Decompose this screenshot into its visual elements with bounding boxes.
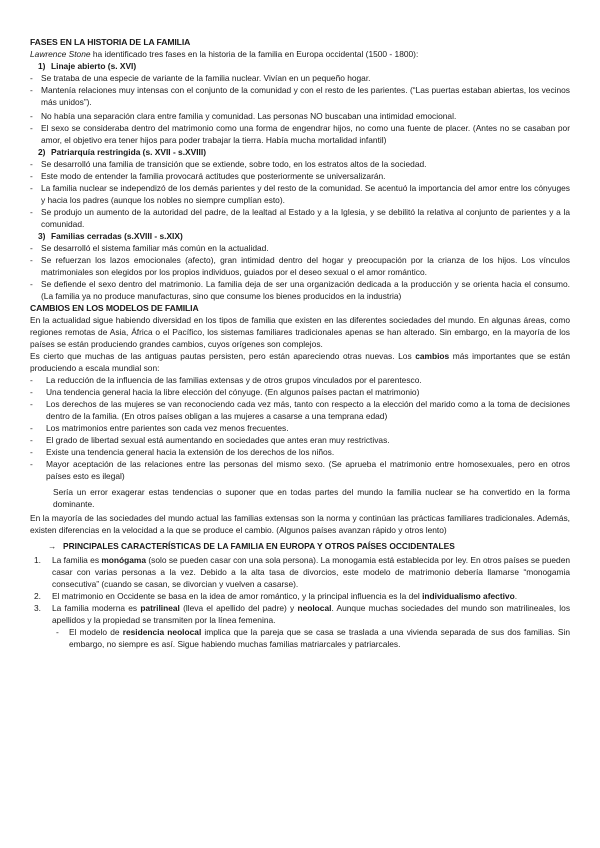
bullet-mark: -: [30, 243, 33, 253]
phase1-title: Linaje abierto (s. XVI): [51, 61, 137, 71]
item-number: 1.: [34, 555, 41, 565]
bold-term: patrilineal: [140, 603, 180, 613]
text-run: implica que la pareja que se casa se traslada a una vivienda separada de sus dos familias. Sin embargo, no siempre es así. Sigue habiendo muchas familias matriarcales y patriarcales.: [69, 627, 570, 649]
bullet-mark: -: [30, 123, 33, 133]
phase2-number: 2): [38, 147, 46, 157]
bullet-mark: -: [56, 627, 59, 637]
cambios-quote: Sería un error exagerar estas tendencias o suponer que en todas partes del mundo la familia nuclear se ha convertido en la forma dominante.: [53, 487, 570, 509]
bold-term: residencia neolocal: [122, 627, 202, 637]
list-item-text: Una tendencia general hacia la libre elección del cónyuge. (En algunos países pactan el matrimonio): [46, 387, 420, 397]
bullet-mark: -: [30, 73, 33, 83]
cambios-paragraph-2: [30, 350, 570, 374]
list-item-text: El grado de libertad sexual está aumentando en sociedades que antes eran muy restrictivas.: [46, 435, 390, 445]
list-item-text: Se trataba de una especie de variante de la familia nuclear. Vivían en un pequeño hogar.: [41, 73, 371, 83]
list-item-text: Se desarrolló el sistema familiar más común en la actualidad.: [41, 243, 269, 253]
list-item: [30, 398, 570, 422]
phase2-heading: [30, 146, 570, 158]
list-item: [30, 122, 570, 146]
list-item-text: La familia nuclear se independizó de los demás parientes y del resto de la comunidad. Se acentuó la importancia del amor entre los cónyuges y hacia los padres (aunque los nobles no siempre cumplían esto).: [41, 183, 570, 205]
list-item: [30, 254, 570, 278]
item-number: 3.: [34, 603, 41, 613]
numbered-item: [30, 554, 570, 590]
list-item: [30, 278, 570, 302]
cambios-paragraph-3: En la mayoría de las sociedades del mundo actual las familias extensas son la norma y continúan las prácticas familiares tradicionales. Además, existen diferencias en la velocidad a la que se produce el cambio. (Algunos países avanzan rápido y otros lento): [30, 513, 570, 535]
bullet-mark: -: [30, 171, 33, 181]
list-item-text: La reducción de la influencia de las familias extensas y de otros grupos vinculados por el parentesco.: [46, 375, 422, 385]
numbered-item: [30, 602, 570, 626]
list-item: [30, 110, 570, 122]
list-item-text: Se refuerzan los lazos emocionales (afecto), gran intimidad dentro del hogar y preocupación por la crianza de los hijos. Los vínculos matrimoniales son elegidos por los propios individuos, guiados por el deseo sexual o el amor romántico.: [41, 255, 570, 277]
list-item: [30, 374, 570, 386]
text-run: La familia moderna es: [52, 603, 141, 613]
intro-text: ha identificado tres fases en la historia de la familia en Europa occidental (1500 - 1800):: [90, 49, 419, 59]
list-item-text: El sexo se consideraba dentro del matrimonio como una forma de engendrar hijos, no como una fuente de placer. (Antes no se casaban por amor, el objetivo era tener hijos para poder trabajar la tierra. Había mucha mortalidad infantil): [41, 123, 570, 145]
bullet-mark: -: [30, 85, 33, 95]
list-item: [30, 446, 570, 458]
text-run: (solo se pueden casar con una sola persona). La monogamia está establecida por ley. En otros países se pueden casar con varias personas a la vez. Debido a la alta tasa de divorcios, este modelo de matrimonio debería llamarse “monogamia consecutiva” (cuando se casan, se divorcian y vuelven a casarse).: [52, 555, 571, 589]
list-item: [30, 84, 570, 108]
phase3-heading: [30, 230, 570, 242]
list-item-text: Existe una tendencia general hacia la extensión de los derechos de los niños.: [46, 447, 335, 457]
list-item: [30, 434, 570, 446]
phase1-number: 1): [38, 61, 46, 71]
section-title-cambios: CAMBIOS EN LOS MODELOS DE FAMILIA: [30, 303, 199, 313]
cambios-p2-end: más importantes que se están produciendo a escala mundial son:: [30, 351, 570, 373]
bullet-mark: -: [30, 159, 33, 169]
text-run: (lleva el apellido del padre) y: [179, 603, 298, 613]
list-item-text: Se defiende el sexo dentro del matrimonio. La familia deja de ser una organización dedicada a la producción y se orienta hacia el consumo. (La familia ya no produce manufacturas, sino que consume los bienes producidos en la industria): [41, 279, 570, 301]
list-item: [30, 158, 570, 170]
list-item: [30, 206, 570, 230]
list-item: [30, 386, 570, 398]
bullet-mark: -: [30, 447, 33, 457]
principales-heading: [30, 540, 570, 552]
sub-list-item: [30, 626, 570, 650]
bullet-mark: -: [30, 111, 33, 121]
principales-title: PRINCIPALES CARACTERÍSTICAS DE LA FAMILIA EN EUROPA Y OTROS PAÍSES OCCIDENTALES: [63, 541, 455, 551]
bullet-mark: -: [30, 375, 33, 385]
numbered-item: [30, 590, 570, 602]
bullet-mark: -: [30, 399, 33, 409]
bold-term: individualismo afectivo: [422, 591, 515, 601]
cambios-paragraph-1: En la actualidad sigue habiendo diversidad en los tipos de familia que existen en las diferentes sociedades del mundo. En algunas áreas, como regiones remotas de Asia, África o el Pacífico, los sistemas familiares tradicionales apenas se han alterado. Sin embargo, en la mayoría de los países se están produciendo grandes cambios, cuyos orígenes son complejos.: [30, 315, 570, 349]
cambios-list: [30, 374, 570, 482]
text-run: . Aunque muchas sociedades del mundo son matrilineales, los apellidos y la propiedad se transmiten por la línea femenina.: [52, 603, 571, 625]
bullet-mark: -: [30, 387, 33, 397]
numbered-item-text: [52, 554, 570, 590]
cambios-p2-start: Es cierto que muchas de las antiguas pautas persisten, pero están apareciendo otras nuevas. Los: [30, 351, 416, 361]
list-item: [30, 182, 570, 206]
list-item-text: Los matrimonios entre parientes son cada vez menos frecuentes.: [46, 423, 289, 433]
cambios-p2-bold: cambios: [415, 351, 450, 361]
bullet-mark: -: [30, 459, 33, 469]
bold-term: neolocal: [297, 603, 332, 613]
list-item: [30, 72, 570, 84]
bullet-mark: -: [30, 279, 33, 289]
bullet-mark: -: [30, 255, 33, 265]
phase1-heading: [30, 60, 570, 72]
list-item-text: Este modo de entender la familia provocará actitudes que posteriormente se universalizarán.: [41, 171, 386, 181]
text-run: El matrimonio en Occidente se basa en la idea de amor romántico, y la principal influencia es la del: [52, 591, 423, 601]
bullet-mark: -: [30, 207, 33, 217]
intro-paragraph: [30, 48, 570, 60]
phase3-number: 3): [38, 231, 46, 241]
text-run: El modelo de: [69, 627, 123, 637]
section-title-fases: FASES EN LA HISTORIA DE LA FAMILIA: [30, 37, 191, 47]
list-item-text: No había una separación clara entre familia y comunidad. Las personas NO buscaban una intimidad emocional.: [41, 111, 457, 121]
bullet-mark: -: [30, 183, 33, 193]
list-item-text: Se desarrolló una familia de transición que se extiende, sobre todo, en los estratos altos de la sociedad.: [41, 159, 427, 169]
text-run: .: [514, 591, 518, 601]
list-item-text: Mayor aceptación de las relaciones entre las personas del mismo sexo. (Se aprueba el matrimonio entre homosexuales, pero en otros países esto es ilegal): [46, 459, 570, 481]
phase3-title: Familias cerradas (s.XVIII - s.XIX): [51, 231, 183, 241]
sub-list-item-text: [69, 626, 570, 650]
arrow-icon: →: [48, 541, 57, 551]
item-number: 2.: [34, 591, 41, 601]
numbered-item-text: [52, 590, 570, 602]
numbered-item-text: [52, 602, 570, 626]
list-item-text: Los derechos de las mujeres se van reconociendo cada vez más, tanto con respecto a la elección del marido como a la toma de decisiones dentro de la familia. (En otros países obligan a las mujeres a casarse a una temprana edad): [46, 399, 570, 421]
bold-term: monógama: [101, 555, 147, 565]
phase2-title: Patriarquía restringida (s. XVII - s.XVIII): [51, 147, 206, 157]
list-item: [30, 242, 570, 254]
list-item: [30, 458, 570, 482]
list-item: [30, 422, 570, 434]
bullet-mark: -: [30, 423, 33, 433]
list-item-text: Se produjo un aumento de la autoridad del padre, de la lealtad al Estado y a la Iglesia, y se debilitó la relativa al conjunto de parientes y a la comunidad.: [41, 207, 570, 229]
list-item: [30, 170, 570, 182]
text-run: La familia es: [52, 555, 102, 565]
intro-author: Lawrence Stone: [30, 49, 91, 59]
list-item-text: Mantenía relaciones muy intensas con el conjunto de la comunidad y con el resto de les parientes. (“Las puertas estaban abiertas, los vecinos más unidos”).: [41, 85, 570, 107]
bullet-mark: -: [30, 435, 33, 445]
